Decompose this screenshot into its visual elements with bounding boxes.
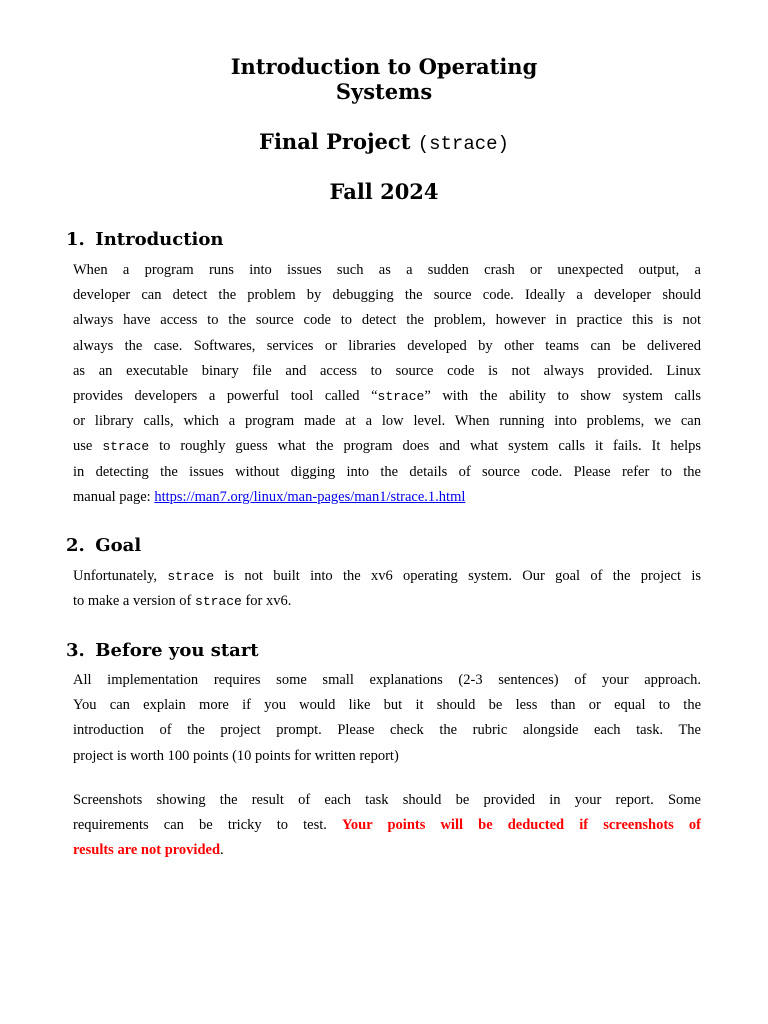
section-title: Before you start (95, 640, 259, 661)
section-number: 3. (66, 640, 85, 661)
section-heading-introduction (66, 228, 223, 252)
strace-manual-link[interactable]: https://man7.org/linux/man-pages/man1/strace.1.html (154, 488, 466, 505)
text-run: manual page: (73, 488, 155, 505)
paragraph-line: introduction of the project prompt. Please check the rubric alongside each task. The (73, 722, 701, 739)
paragraph-line (73, 384, 701, 409)
document-title (0, 54, 768, 104)
text-run: to make a version of (73, 593, 196, 610)
project-code: (strace) (417, 133, 509, 155)
inline-code: strace (167, 569, 215, 584)
paragraph-line: in detecting the issues without digging into the details of source code. Please refer to the (73, 463, 701, 480)
paragraph-line: always the case. Softwares, services or libraries developed by other teams can be delivered (73, 337, 701, 354)
paragraph-line: When a program runs into issues such as a sudden crash or unexpected output, a (73, 262, 701, 278)
paragraph-line (73, 485, 701, 510)
text-run: Unfortunately, (73, 568, 168, 584)
paragraph-line: Screenshots showing the result of each task should be provided in your report. Some (73, 792, 701, 808)
paragraph-line (73, 813, 701, 838)
text-run: ” with the ability to show system calls (424, 387, 701, 404)
before-start-paragraph-2 (73, 788, 701, 864)
text-run: requirements can be tricky to test. (73, 817, 343, 834)
term-title: Fall 2024 (329, 179, 439, 204)
section-number: 2. (66, 535, 85, 556)
text-run: provides developers a powerful tool called “ (73, 387, 378, 404)
before-start-paragraph-1 (73, 668, 701, 769)
section-title: Goal (95, 535, 142, 556)
project-title (0, 128, 768, 158)
title-line-1: Introduction to Operating (230, 54, 538, 79)
warning-text: results are not provided (73, 842, 221, 859)
text-run: is not built into the xv6 operating system. Our goal of the project is (214, 568, 701, 584)
paragraph-line: All implementation requires some small explanations (2-3 sentences) of your approach. (73, 672, 701, 688)
text-run: to roughly guess what the program does and what system calls it fails. It helps (149, 438, 701, 455)
text-run: use (73, 438, 103, 455)
section-heading-before-you-start (66, 639, 259, 663)
paragraph-line (73, 434, 701, 459)
paragraph-line: developer can detect the problem by debugging the source code. Ideally a developer should (73, 287, 701, 304)
goal-paragraph (73, 564, 701, 614)
introduction-paragraph (73, 258, 701, 510)
section-heading-goal (66, 534, 141, 558)
project-label: Final Project (259, 129, 411, 154)
paragraph-line (73, 564, 701, 589)
text-run: . (220, 842, 224, 859)
text-run: for xv6. (241, 593, 292, 610)
warning-text: Your points will be deducted if screenshots of (342, 817, 701, 834)
paragraph-line: or library calls, which a program made at a low level. When running into problems, we can (73, 413, 701, 430)
section-title: Introduction (95, 229, 224, 250)
inline-code: strace (102, 439, 150, 455)
paragraph-line (73, 838, 701, 863)
inline-code: strace (195, 594, 242, 610)
paragraph-line: as an executable binary file and access to source code is not always provided. Linux (73, 362, 701, 379)
paragraph-line: project is worth 100 points (10 points for written report) (73, 747, 399, 764)
paragraph-line: You can explain more if you would like but it should be less than or equal to the (73, 697, 701, 714)
paragraph-line: always have access to the source code to detect the problem, however in practice this is not (73, 312, 701, 329)
section-number: 1. (66, 229, 85, 250)
inline-code: strace (377, 388, 425, 404)
title-line-2: Systems (335, 79, 433, 104)
paragraph-line (73, 589, 701, 614)
